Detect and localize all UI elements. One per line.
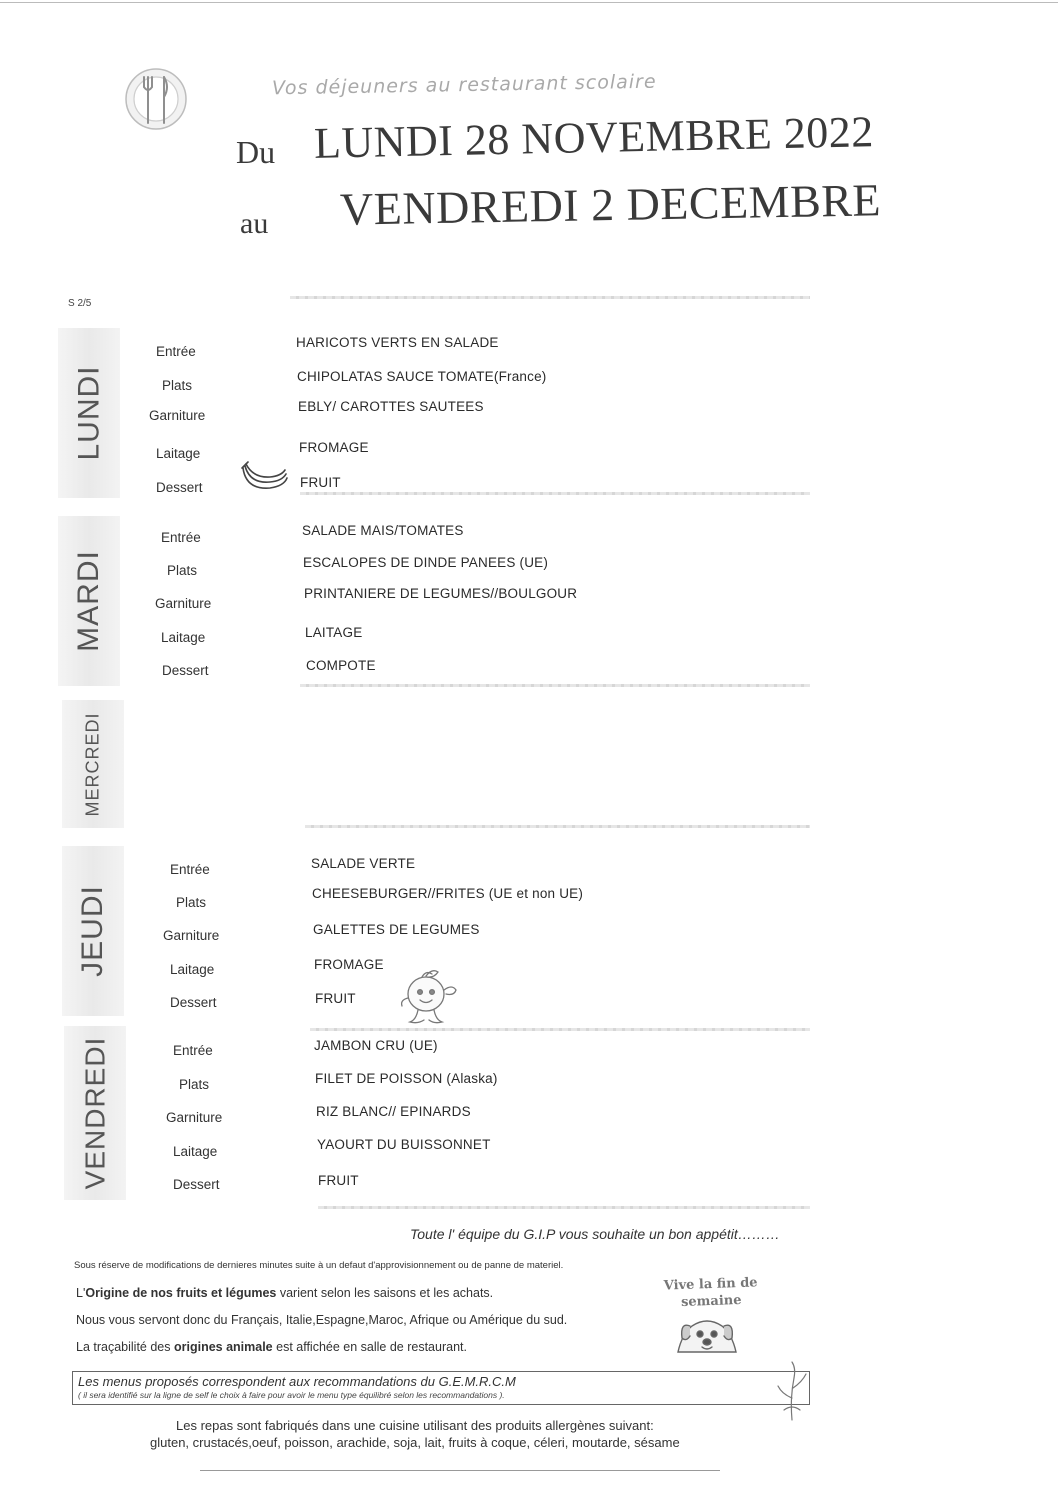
category-label: Garniture xyxy=(166,1110,223,1125)
category-label: Entrée xyxy=(156,344,196,359)
menu-item: EBLY/ CAROTTES SAUTEES xyxy=(298,399,484,414)
category-label: Entrée xyxy=(161,530,201,545)
menu-item: FROMAGE xyxy=(299,440,369,455)
category-label: Entrée xyxy=(170,862,210,877)
separator xyxy=(310,1028,810,1031)
category-label: Laitage xyxy=(173,1144,218,1159)
header-subtitle: Vos déjeuners au restaurant scolaire xyxy=(271,70,657,100)
plant-doodle-icon xyxy=(772,1358,812,1422)
category-label: Garniture xyxy=(155,596,212,611)
category-label: Dessert xyxy=(173,1177,220,1192)
day-bar-lundi xyxy=(58,328,120,498)
menu-item: FRUIT xyxy=(315,991,356,1006)
trace-bold: origines animale xyxy=(173,1340,273,1354)
trace-line xyxy=(76,1340,467,1354)
day-bar-mercredi xyxy=(62,700,124,828)
origin-rest: varient selon les saisons et les achats. xyxy=(276,1286,494,1300)
day-label: MERCREDI xyxy=(82,711,103,817)
day-label: VENDREDI xyxy=(79,1036,111,1190)
category-label: Entrée xyxy=(173,1043,213,1058)
puppy-icon xyxy=(672,1304,742,1356)
menu-item: LAITAGE xyxy=(305,625,363,640)
separator xyxy=(318,1206,810,1209)
week-code: S 2/5 xyxy=(68,298,92,309)
menu-item: HARICOTS VERTS EN SALADE xyxy=(296,335,499,350)
menu-item: FILET DE POISSON (Alaska) xyxy=(315,1071,498,1086)
menu-item: CHEESEBURGER//FRITES (UE et non UE) xyxy=(312,886,584,901)
du-label: Du xyxy=(236,134,276,170)
separator xyxy=(305,825,810,828)
orange-character-icon xyxy=(396,964,466,1028)
category-label: Plats xyxy=(176,895,207,910)
day-bar-mardi xyxy=(58,516,120,686)
date-start: LUNDI 28 NOVEMBRE 2022 xyxy=(313,107,875,168)
category-label: Laitage xyxy=(161,630,206,645)
banana-icon xyxy=(240,460,290,496)
category-label: Plats xyxy=(179,1077,210,1092)
day-bar-jeudi xyxy=(62,846,124,1016)
origin-bold: Origine de nos fruits et légumes xyxy=(85,1286,277,1300)
day-label: JEUDI xyxy=(76,885,109,977)
menu-item: SALADE MAIS/TOMATES xyxy=(302,523,464,538)
menu-item: JAMBON CRU (UE) xyxy=(314,1038,438,1053)
separator xyxy=(300,492,810,495)
menu-item: YAOURT DU BUISSONNET xyxy=(317,1137,491,1152)
menu-item: GALETTES DE LEGUMES xyxy=(313,922,480,937)
category-label: Plats xyxy=(167,563,198,578)
allergen-line-1: Les repas sont fabriqués dans une cuisine utilisant des produits allergènes suivant: xyxy=(176,1418,654,1433)
menu-item: PRINTANIERE DE LEGUMES//BOULGOUR xyxy=(304,586,578,601)
menu-item: RIZ BLANC// EPINARDS xyxy=(316,1104,471,1119)
vive-line-2: semaine xyxy=(680,1292,742,1311)
category-label: Dessert xyxy=(156,480,203,495)
menu-item: SALADE VERTE xyxy=(311,856,416,871)
menu-item: CHIPOLATAS SAUCE TOMATE(France) xyxy=(297,369,547,384)
allergen-line-2: gluten, crustacés,oeuf, poisson, arachide, soja, lait, fruits à coque, céleri, moutarde, sésame xyxy=(150,1435,680,1450)
recommendations-box xyxy=(72,1371,810,1405)
menu-item: FROMAGE xyxy=(314,957,384,972)
category-label: Garniture xyxy=(163,928,220,943)
date-end: VENDREDI 2 DECEMBRE xyxy=(339,174,882,235)
category-label: Dessert xyxy=(162,663,209,678)
notice-text: Sous réserve de modifications de dernieres minutes suite à un defaut d'approvisionnement ou de panne de materiel. xyxy=(74,1260,564,1271)
separator xyxy=(290,296,810,299)
category-label: Garniture xyxy=(149,408,206,423)
origin-prefix: L' xyxy=(76,1286,86,1300)
menu-item: FRUIT xyxy=(318,1173,359,1188)
trace-prefix: La traçabilité des xyxy=(76,1340,174,1354)
vive-line-1: Vive la fin de xyxy=(663,1275,758,1294)
recommendations-main: Les menus proposés correspondent aux recommandations du G.E.M.R.C.M xyxy=(78,1374,516,1389)
recommendations-sub: ( il sera identifié sur la ligne de self le choix à faire pour avoir le menu type équilibré selon les recommandations ). xyxy=(78,1390,505,1400)
au-label: au xyxy=(240,207,269,240)
origin-line xyxy=(76,1286,493,1300)
day-bar-vendredi xyxy=(64,1026,126,1200)
wish-text: Toute l' équipe du G.I.P vous souhaite un bon appétit……… xyxy=(410,1226,780,1242)
category-label: Laitage xyxy=(170,962,215,977)
category-label: Plats xyxy=(162,378,193,393)
menu-item: ESCALOPES DE DINDE PANEES (UE) xyxy=(303,555,549,570)
menu-item: COMPOTE xyxy=(306,658,376,673)
separator xyxy=(300,684,810,687)
category-label: Laitage xyxy=(156,446,201,461)
day-label: MARDI xyxy=(72,550,106,652)
top-edge-line xyxy=(0,2,1058,3)
trace-rest: est affichée en salle de restaurant. xyxy=(272,1340,467,1354)
menu-item: FRUIT xyxy=(300,475,341,490)
countries-line: Nous vous servont donc du Français, Italie,Espagne,Maroc, Afrique ou Amérique du sud. xyxy=(76,1313,568,1327)
day-label: LUNDI xyxy=(72,365,106,461)
category-label: Dessert xyxy=(170,995,217,1010)
plate-cutlery-icon xyxy=(124,67,188,131)
bottom-edge-line xyxy=(200,1470,720,1471)
